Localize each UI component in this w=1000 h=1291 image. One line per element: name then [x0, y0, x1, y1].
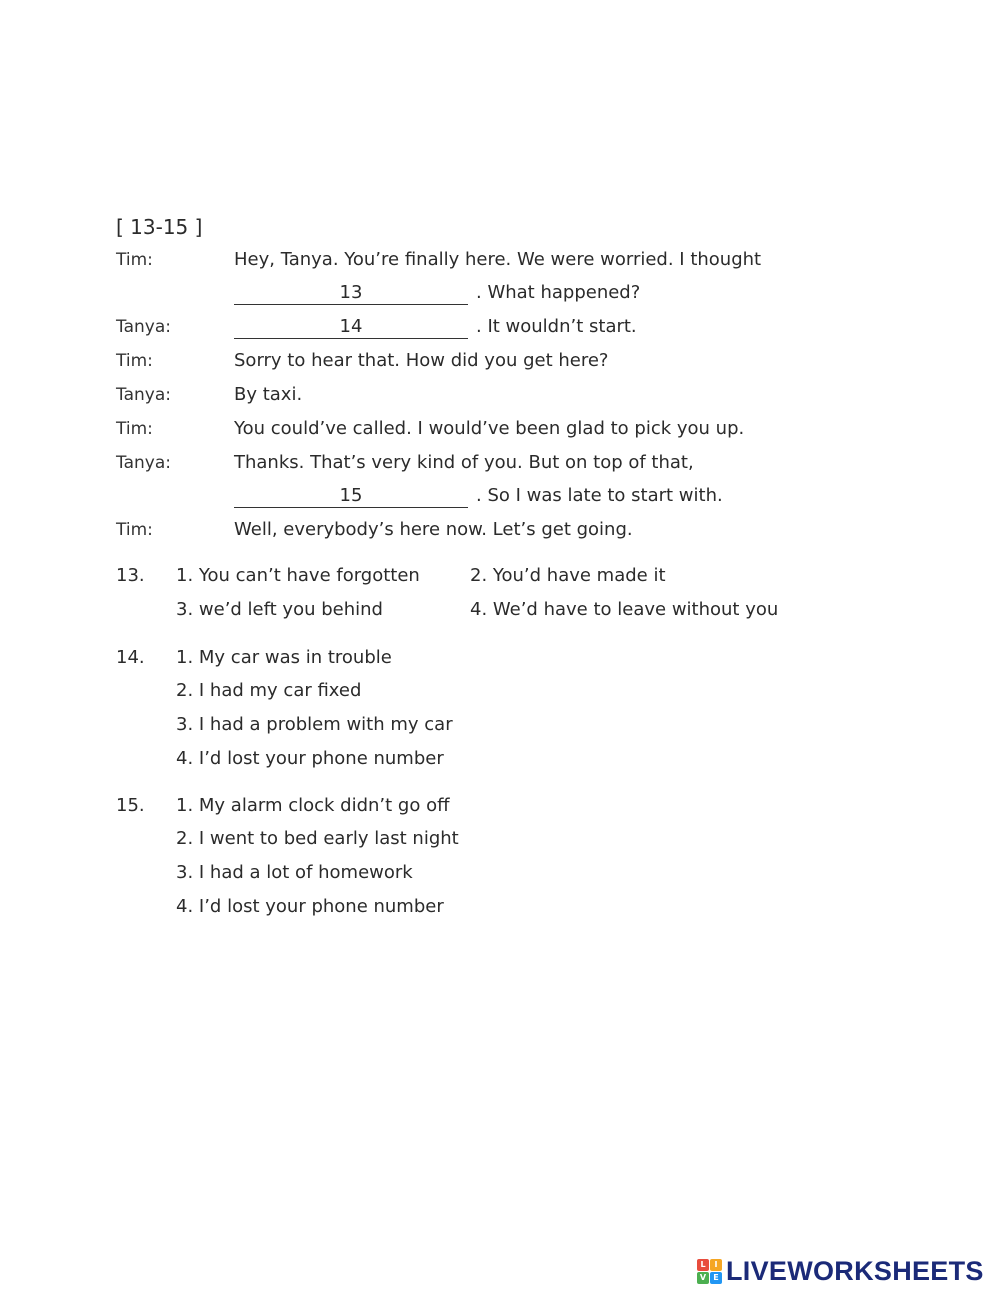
- option[interactable]: 2. I had my car fixed: [176, 680, 362, 701]
- option[interactable]: 2. I went to bed early last night: [176, 828, 459, 849]
- logo-box: E: [710, 1272, 722, 1284]
- option[interactable]: 3. I had a problem with my car: [176, 714, 453, 735]
- question-number: 14.: [116, 647, 145, 668]
- dialogue-text: . So I was late to start with.: [476, 485, 723, 506]
- option[interactable]: 4. I’d lost your phone number: [176, 748, 444, 769]
- dialogue-line-with-blank: [234, 281, 640, 305]
- logo-box: L: [697, 1259, 709, 1271]
- option[interactable]: 3. I had a lot of homework: [176, 862, 413, 883]
- option[interactable]: 1. My car was in trouble: [176, 647, 392, 668]
- answer-blank-14[interactable]: 14: [234, 317, 468, 339]
- question-number: 13.: [116, 565, 145, 586]
- question-number: 15.: [116, 795, 145, 816]
- dialogue-line: Well, everybody’s here now. Let’s get going.: [234, 519, 633, 540]
- answer-blank-13[interactable]: 13: [234, 283, 468, 305]
- dialogue-line-with-blank: [234, 484, 723, 508]
- dialogue-line: Hey, Tanya. You’re finally here. We were worried. I thought: [234, 249, 762, 270]
- speaker-label: Tim:: [116, 351, 153, 371]
- speaker-label: Tanya:: [116, 385, 171, 405]
- option[interactable]: 1. My alarm clock didn’t go off: [176, 795, 450, 816]
- answer-blank-15[interactable]: 15: [234, 486, 468, 508]
- speaker-label: Tanya:: [116, 317, 171, 337]
- dialogue-line: Sorry to hear that. How did you get here?: [234, 350, 609, 371]
- speaker-label: Tim:: [116, 520, 153, 540]
- dialogue-line: By taxi.: [234, 384, 303, 405]
- option[interactable]: 3. we’d left you behind: [176, 599, 383, 620]
- speaker-label: Tanya:: [116, 453, 171, 473]
- speaker-label: Tim:: [116, 250, 153, 270]
- dialogue-line-with-blank: [234, 315, 637, 339]
- option[interactable]: 1. You can’t have forgotten: [176, 565, 420, 586]
- liveworksheets-logo: [697, 1256, 984, 1286]
- option[interactable]: 2. You’d have made it: [470, 565, 666, 586]
- logo-text: LIVEWORKSHEETS: [726, 1255, 984, 1286]
- dialogue-text: . What happened?: [476, 282, 641, 303]
- speaker-label: Tim:: [116, 419, 153, 439]
- option[interactable]: 4. We’d have to leave without you: [470, 599, 779, 620]
- dialogue-line: You could’ve called. I would’ve been glad to pick you up.: [234, 418, 745, 439]
- logo-box: V: [697, 1272, 709, 1284]
- section-header: [ 13-15 ]: [116, 215, 203, 239]
- logo-mark-icon: [697, 1259, 722, 1284]
- option[interactable]: 4. I’d lost your phone number: [176, 896, 444, 917]
- dialogue-line: Thanks. That’s very kind of you. But on top of that,: [234, 452, 694, 473]
- logo-box: I: [710, 1259, 722, 1271]
- dialogue-text: . It wouldn’t start.: [476, 316, 637, 337]
